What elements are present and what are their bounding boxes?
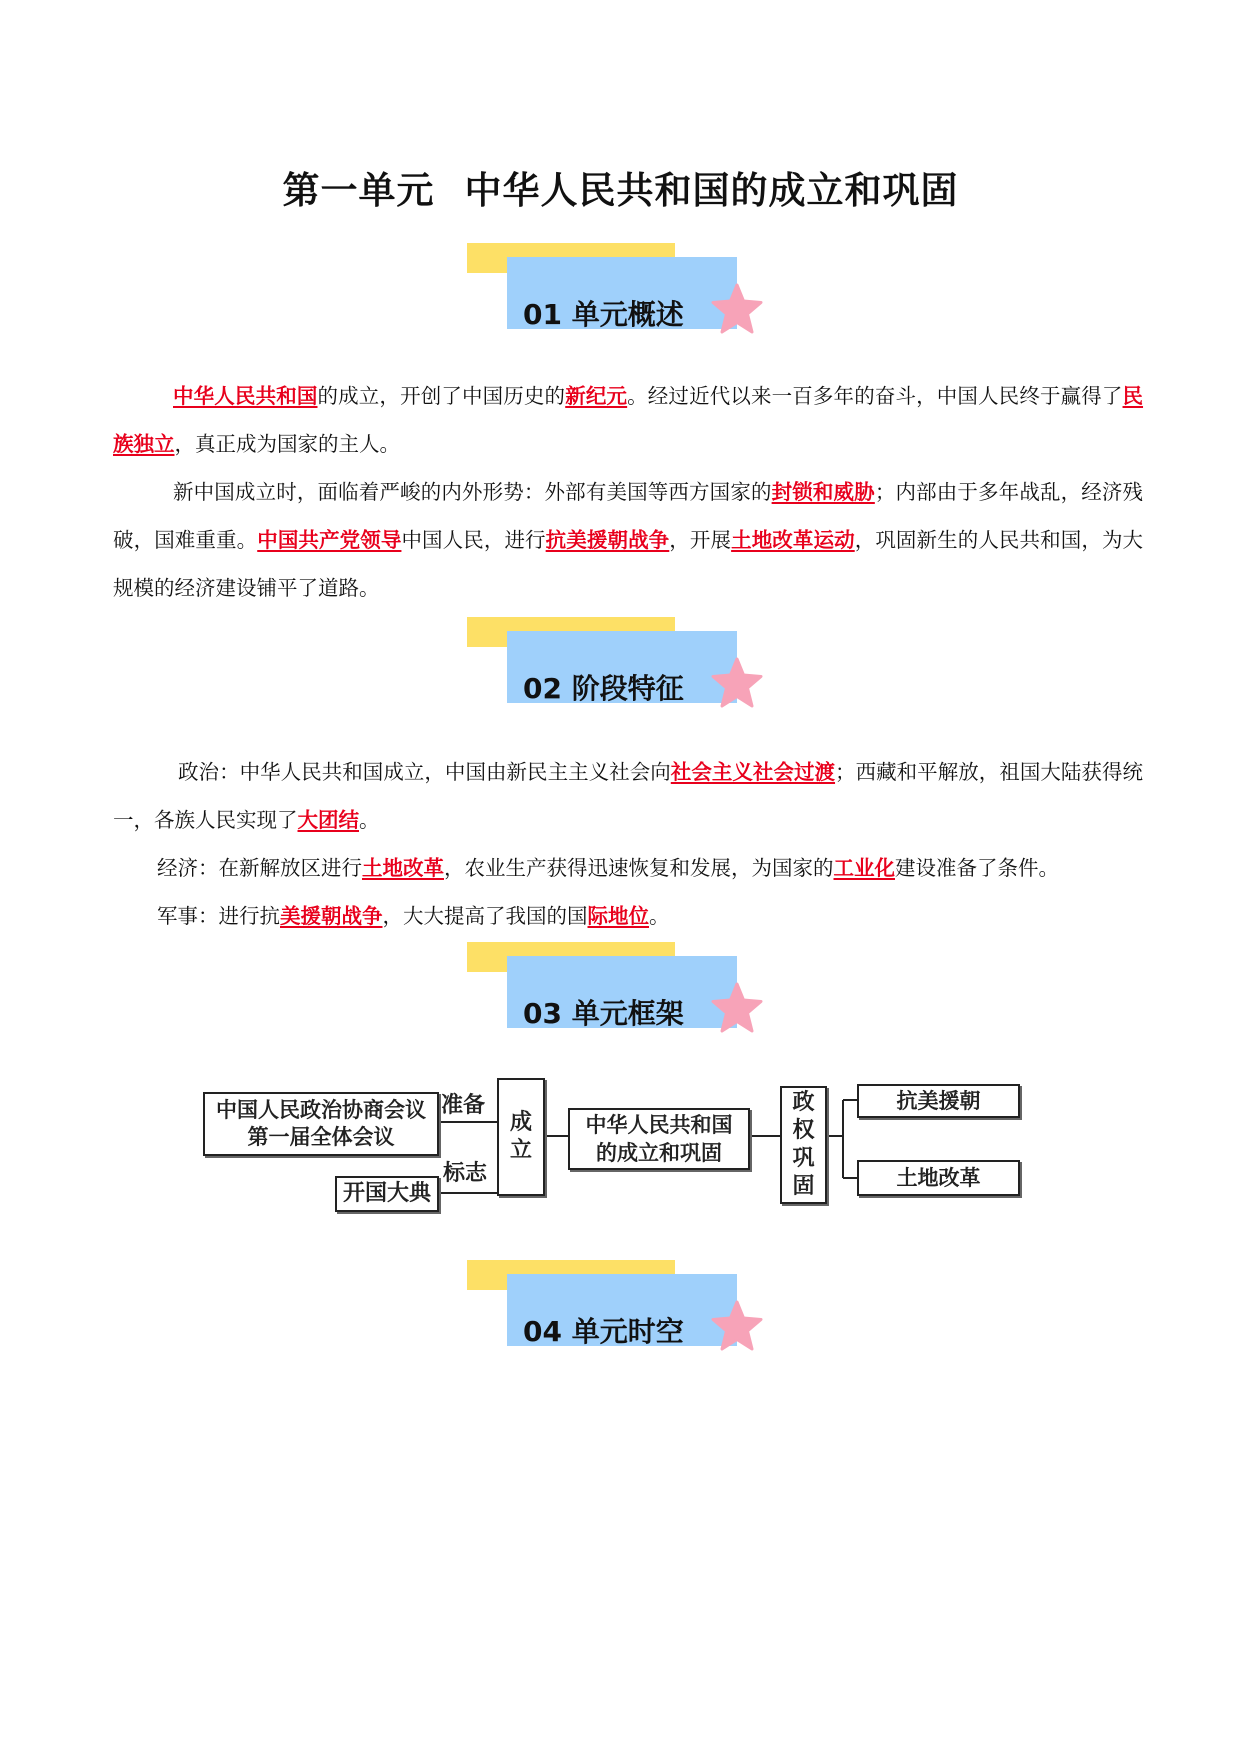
framework-diagram (195, 1078, 1035, 1218)
key-term: 土地改革运动 (731, 528, 855, 552)
text-segment: ，真正成为国家的主人。 (174, 432, 400, 456)
key-term: 际地位 (587, 904, 649, 928)
key-term: 中国共产党领导 (257, 528, 402, 552)
text-segment: ，开展 (669, 528, 732, 552)
text-segment: ；内部由于多年战乱，经济残破，国难重重。 (113, 480, 1144, 552)
text-segment: ；西藏和平解放，祖国大陆获得统一，各族人民实现了 (113, 760, 1144, 832)
box-consolidation: 政权巩固 (780, 1086, 827, 1204)
key-term: 封锁和威胁 (771, 480, 875, 504)
text-segment: 经济：在新解放区进行 (157, 856, 362, 880)
text-segment: 。 (359, 808, 380, 832)
text-segment: ，巩固新生的人民共和国，为大规模的经济建设铺平了道路。 (113, 528, 1144, 600)
star-icon (711, 1300, 763, 1352)
box-center: 中华人民共和国的成立和巩固 (568, 1108, 750, 1170)
key-term: 美援朝战争 (280, 904, 383, 928)
title-topic: 中华人民共和国的成立和巩固 (464, 169, 959, 212)
key-term: 工业化 (833, 856, 895, 880)
section-badge-timeline (467, 1260, 767, 1360)
text-segment: ，大大提高了我国的国 (382, 904, 588, 928)
feature-military (113, 892, 1143, 940)
text-segment: 。经过近代以来一百多年的奋斗，中国人民终于赢得了 (627, 384, 1123, 408)
section-title: 01 单元概述 (523, 298, 684, 331)
text-segment: 的成立，开创了中国历史的 (317, 384, 566, 408)
section-badge-framework (467, 942, 767, 1042)
key-term: 新纪元 (565, 384, 628, 408)
section-badge-features (467, 617, 767, 717)
text-segment: ，农业生产获得迅速恢复和发展，为国家的 (444, 856, 834, 880)
label-symbol: 标志 (443, 1161, 488, 1186)
text-segment: 。 (649, 904, 670, 928)
key-term: 中华人民共和国 (173, 384, 318, 408)
key-term: 土地改革 (362, 856, 444, 880)
feature-economy (113, 844, 1143, 892)
key-term: 抗美援朝战争 (545, 528, 670, 552)
text-segment: 军事：进行抗 (157, 904, 280, 928)
box-ceremony: 开国大典 (335, 1176, 439, 1212)
section-title: 03 单元框架 (523, 997, 684, 1030)
key-term: 大团结 (297, 808, 359, 832)
text-segment: 中国人民，进行 (401, 528, 546, 552)
key-term: 民族独立 (113, 384, 1144, 456)
section-title: 02 阶段特征 (523, 672, 684, 705)
page-title (0, 160, 1241, 214)
star-icon (711, 283, 763, 335)
overview-paragraph-2 (113, 468, 1143, 612)
text-segment: 新中国成立时，面临着严峻的内外形势：外部有美国等西方国家的 (173, 480, 772, 504)
section-badge-overview (467, 243, 767, 343)
box-founding: 成立 (497, 1078, 545, 1196)
star-icon (711, 982, 763, 1034)
key-term: 社会主义社会过渡 (670, 760, 836, 784)
star-icon (711, 657, 763, 709)
text-segment: 建设准备了条件。 (895, 856, 1059, 880)
overview-paragraph-1 (113, 372, 1143, 468)
title-unit: 第一单元 (282, 169, 435, 212)
section-title: 04 单元时空 (523, 1315, 684, 1348)
box-land-reform: 土地改革 (857, 1160, 1020, 1196)
box-cppcc: 中国人民政治协商会议第一届全体会议 (203, 1092, 439, 1156)
text-segment: 政治：中华人民共和国成立，中国由新民主主义社会向 (178, 760, 671, 784)
feature-politics (113, 748, 1143, 844)
label-prepare: 准备 (441, 1093, 486, 1118)
box-kangmei: 抗美援朝 (857, 1084, 1020, 1118)
